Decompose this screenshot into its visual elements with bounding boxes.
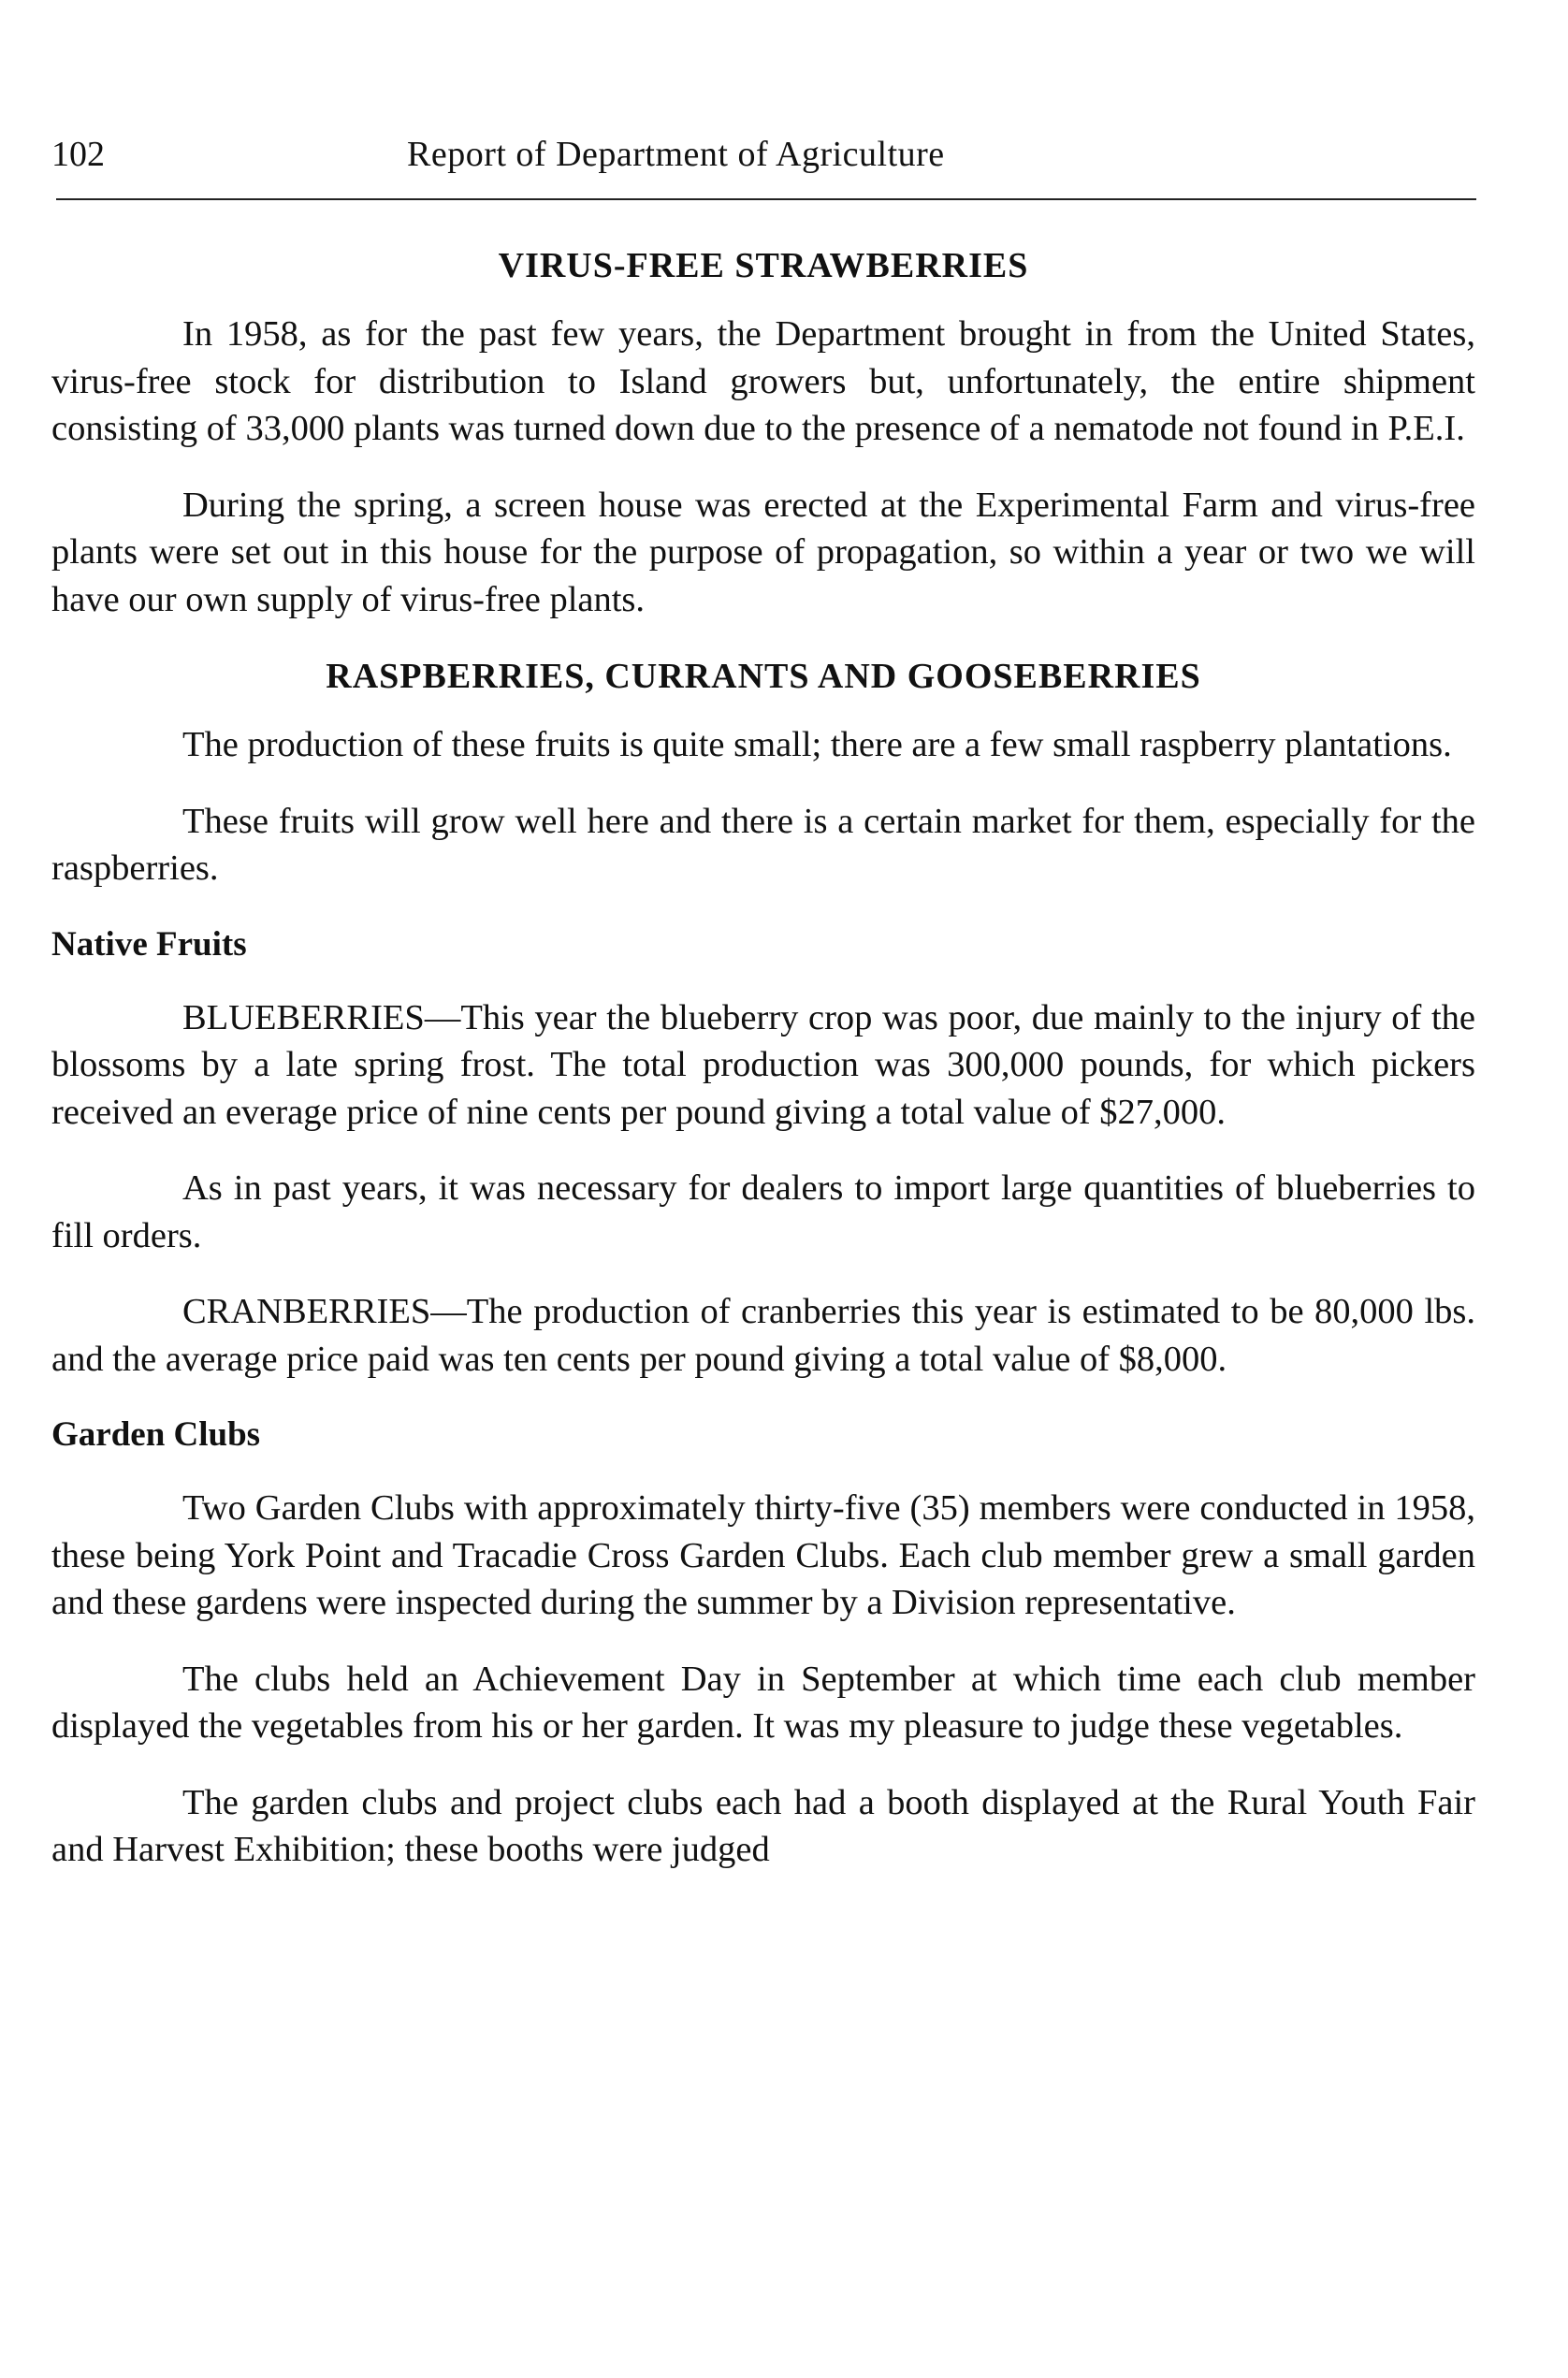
paragraph-strawberries-1: In 1958, as for the past few years, the Department brought in from the United States, virus-free stock for distribution to Island growers but, unfortunately, the entire shipment consisting of 33,000 plants was turned down due to the presence of a nematode not found in P.E.I. xyxy=(51,314,1475,448)
paragraph-strawberries-2: During the spring, a screen house was erected at the Experimental Farm and virus-free plants were set out in this house for the purpose of propagation, so within a year or two we will have our own supply of virus-free plants. xyxy=(51,485,1475,619)
paragraph-blueberries: BLUEBERRIES—This year the blueberry crop was poor, due mainly to the injury of the blossoms by a late spring frost. The total production was 300,000 pounds, for which pickers received an everage price of nine cents per pound giving a total value of $27,000. xyxy=(51,997,1475,1132)
paragraph-blueberry-imports: As in past years, it was necessary for dealers to import large quantities of blueberries to fill orders. xyxy=(51,1168,1475,1255)
page-number: 102 xyxy=(51,135,105,174)
running-title: Report of Department of Agriculture xyxy=(407,135,945,174)
paragraph-garden-clubs-3: The garden clubs and project clubs each had a booth displayed at the Rural Youth Fair and Harvest Exhibition; these booths were judged xyxy=(51,1782,1475,1869)
heading-virus-free-strawberries: VIRUS-FREE STRAWBERRIES xyxy=(498,246,1029,285)
heading-raspberries-currants-gooseberries: RASPBERRIES, CURRANTS AND GOOSEBERRIES xyxy=(326,657,1201,696)
paragraph-garden-clubs-1: Two Garden Clubs with approximately thirty-five (35) members were conducted in 1958, these being York Point and Tracadie Cross Garden Clubs. Each club member grew a small garden and these gardens were inspected during the summer by a Division representative. xyxy=(51,1488,1475,1622)
header-rule xyxy=(56,198,1476,200)
running-header xyxy=(51,131,1474,178)
heading-native-fruits: Native Fruits xyxy=(51,924,247,964)
paragraph-raspberries-1: The production of these fruits is quite small; there are a few small raspberry plantations. xyxy=(182,725,1452,764)
paragraph-cranberries: CRANBERRIES—The production of cranberries this year is estimated to be 80,000 lbs. and the average price paid was ten cents per pound giving a total value of $8,000. xyxy=(51,1292,1475,1379)
heading-garden-clubs: Garden Clubs xyxy=(51,1415,261,1454)
paragraph-garden-clubs-2: The clubs held an Achievement Day in September at which time each club member displayed the vegetables from his or her garden. It was my pleasure to judge these vegetables. xyxy=(51,1659,1475,1746)
page-body xyxy=(51,241,1475,1903)
paragraph-raspberries-2: These fruits will grow well here and there is a certain market for them, especially for the raspberries. xyxy=(51,801,1475,888)
